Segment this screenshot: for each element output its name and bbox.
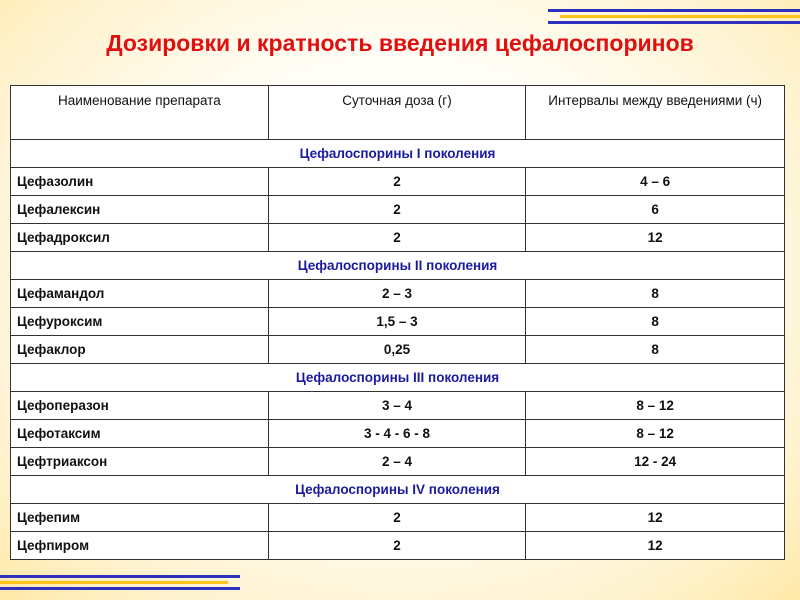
daily-dose: 3 - 4 - 6 - 8 (268, 420, 526, 448)
daily-dose: 3 – 4 (268, 392, 526, 420)
drug-name: Цефпиром (11, 532, 269, 560)
table-row (11, 224, 785, 252)
group-label: Цефалоспорины I поколения (11, 140, 785, 168)
decor-stripe (0, 581, 228, 584)
table-row (11, 196, 785, 224)
dose-interval: 4 – 6 (526, 168, 785, 196)
slide-title: Дозировки и кратность введения цефалоспоринов (106, 30, 694, 56)
drug-name: Цефаклор (11, 336, 269, 364)
decor-stripe (548, 9, 800, 12)
column-header-dose: Суточная доза (г) (268, 86, 526, 140)
table-row (11, 504, 785, 532)
decor-stripe (560, 15, 800, 18)
drug-name: Цефепим (11, 504, 269, 532)
daily-dose: 2 – 4 (268, 448, 526, 476)
group-label: Цефалоспорины IV поколения (11, 476, 785, 504)
table-row (11, 532, 785, 560)
decor-stripe (0, 587, 240, 590)
table-row (11, 168, 785, 196)
decor-stripe (0, 575, 240, 578)
table-row (11, 420, 785, 448)
group-row (11, 140, 785, 168)
table-row (11, 280, 785, 308)
daily-dose: 2 (268, 504, 526, 532)
drug-name: Цефоперазон (11, 392, 269, 420)
group-row (11, 476, 785, 504)
dose-interval: 8 – 12 (526, 420, 785, 448)
drug-name: Цефуроксим (11, 308, 269, 336)
table-header-row (11, 86, 785, 140)
table-row (11, 336, 785, 364)
decor-stripe (548, 21, 800, 24)
column-header-drug: Наименование препарата (11, 86, 269, 140)
daily-dose: 0,25 (268, 336, 526, 364)
dose-interval: 12 (526, 532, 785, 560)
dose-interval: 8 (526, 308, 785, 336)
drug-name: Цефтриаксон (11, 448, 269, 476)
group-label: Цефалоспорины II поколения (11, 252, 785, 280)
column-header-interval: Интервалы между введениями (ч) (526, 86, 785, 140)
dose-interval: 12 (526, 224, 785, 252)
dose-interval: 6 (526, 196, 785, 224)
daily-dose: 1,5 – 3 (268, 308, 526, 336)
daily-dose: 2 (268, 168, 526, 196)
dosage-table (10, 85, 785, 560)
daily-dose: 2 (268, 196, 526, 224)
drug-name: Цефазолин (11, 168, 269, 196)
drug-name: Цефадроксил (11, 224, 269, 252)
dose-interval: 12 (526, 504, 785, 532)
group-row (11, 364, 785, 392)
daily-dose: 2 – 3 (268, 280, 526, 308)
daily-dose: 2 (268, 224, 526, 252)
dose-interval: 8 – 12 (526, 392, 785, 420)
group-label: Цефалоспорины III поколения (11, 364, 785, 392)
daily-dose: 2 (268, 532, 526, 560)
dose-interval: 8 (526, 280, 785, 308)
dose-interval: 12 - 24 (526, 448, 785, 476)
group-row (11, 252, 785, 280)
drug-name: Цефалексин (11, 196, 269, 224)
table-row (11, 392, 785, 420)
dose-interval: 8 (526, 336, 785, 364)
drug-name: Цефотаксим (11, 420, 269, 448)
drug-name: Цефамандол (11, 280, 269, 308)
table-row (11, 448, 785, 476)
table-row (11, 308, 785, 336)
